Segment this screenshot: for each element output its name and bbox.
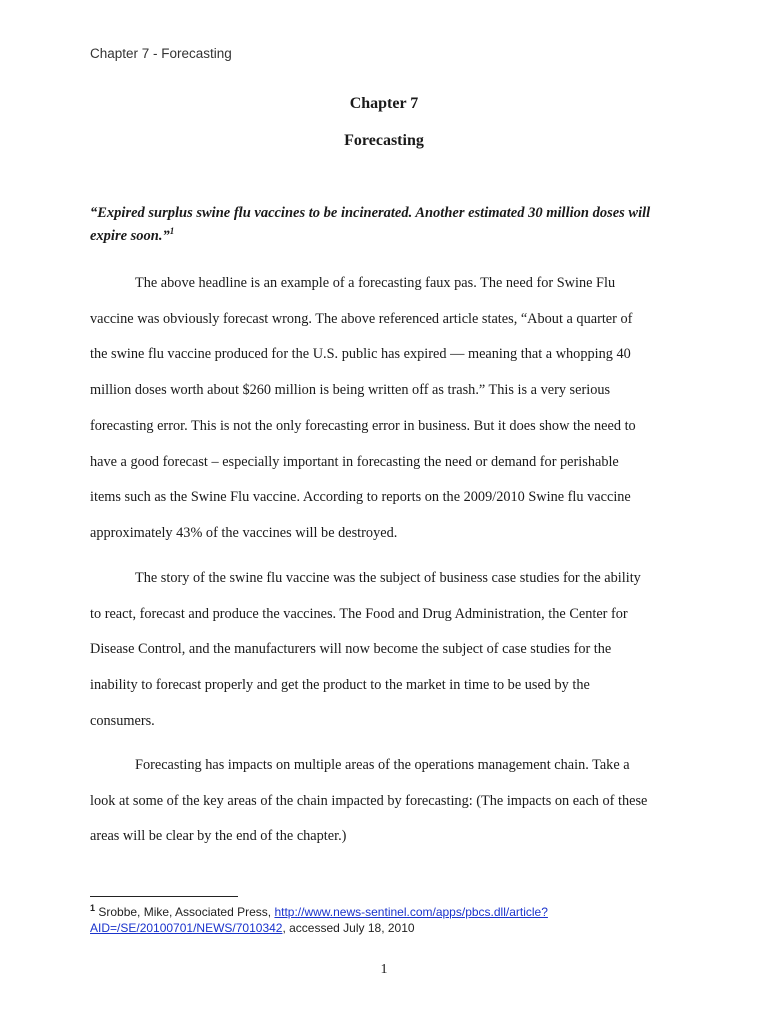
paragraph-line: vaccine was obviously forecast wrong. The above referenced article states, “About a quarter of [90, 310, 633, 327]
paragraph-line: have a good forecast – especially important in forecasting the need or demand for perishable [90, 453, 619, 470]
footnote-link-part-1[interactable]: http://www.news-sentinel.com/apps/pbcs.dll/article? [274, 905, 548, 919]
footnote-reference[interactable]: 1 [169, 226, 175, 236]
paragraph-line: inability to forecast properly and get the product to the market in time to be used by the [90, 677, 590, 694]
paragraph-line: Disease Control, and the manufacturers will now become the subject of case studies for the [90, 641, 612, 658]
epigraph-quote [90, 204, 685, 245]
paragraph-line: The above headline is an example of a forecasting faux pas. The need for Swine Flu [135, 275, 616, 291]
footnote-separator [90, 896, 238, 897]
footnote-prefix: Srobbe, Mike, Associated Press, [95, 905, 275, 919]
page-number: 1 [380, 962, 388, 977]
paragraph-line: the swine flu vaccine produced for the U.S. public has expired — meaning that a whopping 40 [90, 346, 631, 363]
paragraph-line: approximately 43% of the vaccines will be destroyed. [90, 524, 398, 541]
paragraph-3 [90, 748, 690, 855]
chapter-number: Chapter 7 [349, 95, 419, 112]
paragraph-2 [90, 561, 690, 740]
paragraph-line: consumers. [90, 712, 155, 729]
paragraph-line: to react, forecast and produce the vaccines. The Food and Drug Administration, the Center for [90, 605, 628, 622]
paragraph-line: million doses worth about $260 million is being written off as trash.” This is a very serious [90, 382, 611, 399]
chapter-title: Forecasting [344, 132, 424, 149]
paragraph-line: areas will be clear by the end of the chapter.) [90, 828, 347, 845]
paragraph-line: look at some of the key areas of the chain impacted by forecasting: (The impacts on each of these [90, 792, 648, 809]
running-header: Chapter 7 - Forecasting [90, 46, 232, 61]
paragraph-line: The story of the swine flu vaccine was the subject of business case studies for the ability [135, 570, 641, 586]
footnote-1 [90, 901, 690, 936]
paragraph-line: items such as the Swine Flu vaccine. According to reports on the 2009/2010 Swine flu vaccine [90, 489, 631, 506]
footnote-number: 1 [90, 903, 96, 913]
footnote-suffix: , accessed July 18, 2010 [282, 920, 415, 935]
paragraph-1 [90, 266, 690, 552]
footnote-link-part-2[interactable]: AID=/SE/20100701/NEWS/7010342 [90, 920, 283, 935]
paragraph-line: Forecasting has impacts on multiple areas of the operations management chain. Take a [135, 757, 630, 773]
epigraph-text: “Expired surplus swine flu vaccines to be incinerated. Another estimated 30 million doses will expire soon.” [90, 205, 651, 244]
paragraph-line: forecasting error. This is not the only forecasting error in business. But it does show the need to [90, 417, 636, 434]
